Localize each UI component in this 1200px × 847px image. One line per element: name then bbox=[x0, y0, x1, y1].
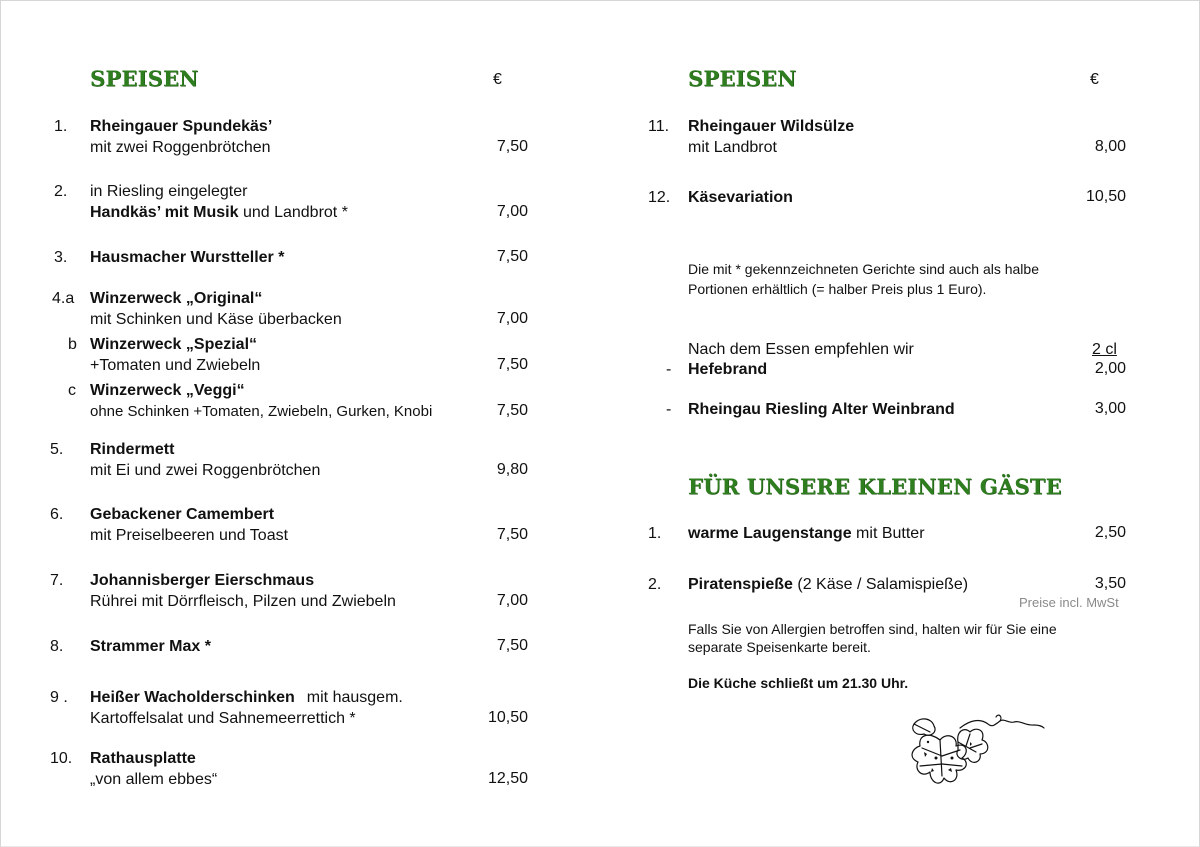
item-number: 1. bbox=[648, 525, 662, 542]
note-line: Portionen erhältlich (= halber Preis plus 1 Euro). bbox=[688, 281, 987, 297]
item-price: 10,50 bbox=[487, 709, 528, 726]
digestif-price: 3,00 bbox=[1094, 400, 1126, 417]
item-title-line bbox=[90, 203, 348, 223]
item-price: 7,50 bbox=[496, 248, 528, 265]
item-title: Rheingauer Spundekäs’ bbox=[90, 118, 273, 135]
item-title: Rathausplatte bbox=[90, 750, 196, 767]
item-price: 7,50 bbox=[496, 526, 528, 543]
dash: - bbox=[666, 401, 672, 418]
note-line: Die mit * gekennzeichneten Gerichte sind auch als halbe bbox=[688, 261, 1039, 277]
item-number: 11. bbox=[648, 118, 670, 135]
item-number: 3. bbox=[54, 249, 68, 266]
grapevine-leaf-icon bbox=[900, 712, 1050, 792]
item-price: 2,50 bbox=[1094, 524, 1126, 541]
right-heading: SPEISEN bbox=[688, 66, 797, 91]
item-number: 9 . bbox=[50, 689, 68, 706]
item-title: Strammer Max * bbox=[90, 638, 211, 655]
item-title: Hausmacher Wurstteller * bbox=[90, 249, 285, 266]
item-title: Winzerweck „Spezial“ bbox=[90, 336, 258, 353]
item-price: 7,50 bbox=[496, 356, 528, 373]
item-description-rest: (2 Käse / Salamispieße) bbox=[792, 576, 969, 593]
dash: - bbox=[666, 361, 672, 378]
item-number: c bbox=[68, 382, 76, 399]
item-price: 8,00 bbox=[1094, 138, 1126, 155]
item-number: 7. bbox=[50, 572, 64, 589]
item-title: Heißer Wacholderschinken bbox=[90, 689, 295, 706]
item-description: mit Preiselbeeren und Toast bbox=[90, 527, 289, 544]
item-price: 3,50 bbox=[1094, 575, 1126, 592]
item-number: 5. bbox=[50, 441, 64, 458]
item-title-line bbox=[688, 524, 925, 544]
item-description: mit Schinken und Käse überbacken bbox=[90, 311, 342, 328]
item-price: 7,00 bbox=[496, 592, 528, 609]
item-description: ohne Schinken +Tomaten, Zwiebeln, Gurken, Knobi bbox=[90, 403, 433, 420]
item-title: Winzerweck „Veggi“ bbox=[90, 382, 245, 399]
item-title: Johannisberger Eierschmaus bbox=[90, 572, 315, 589]
item-description: Kartoffelsalat und Sahnemeerrettich * bbox=[90, 710, 356, 727]
item-price: 7,50 bbox=[496, 138, 528, 155]
item-description: mit zwei Roggenbrötchen bbox=[90, 139, 271, 156]
left-heading: SPEISEN bbox=[90, 66, 199, 91]
note-line: Falls Sie von Allergien betroffen sind, halten wir für Sie eine bbox=[688, 621, 1057, 637]
item-description: „von allem ebbes“ bbox=[90, 771, 218, 788]
kids-heading: FÜR UNSERE KLEINEN GÄSTE bbox=[688, 474, 1062, 499]
item-number: 2. bbox=[54, 183, 68, 200]
item-number: 8. bbox=[50, 638, 64, 655]
item-description: mit Landbrot bbox=[688, 139, 777, 156]
right-currency: € bbox=[1090, 71, 1099, 88]
item-title: Handkäs’ mit Musik bbox=[90, 204, 239, 221]
item-number: 12. bbox=[648, 189, 671, 206]
item-number: b bbox=[68, 336, 77, 353]
item-description-rest: mit Butter bbox=[851, 525, 925, 542]
kitchen-closing-note: Die Küche schließt um 21.30 Uhr. bbox=[688, 675, 909, 691]
item-description-rest: und Landbrot * bbox=[238, 204, 348, 221]
digestif-name: Hefebrand bbox=[688, 361, 768, 378]
left-currency: € bbox=[493, 71, 502, 88]
item-title: warme Laugenstange bbox=[688, 525, 852, 542]
item-title: Winzerweck „Original“ bbox=[90, 290, 263, 307]
item-title-line bbox=[688, 575, 968, 595]
item-title: Käsevariation bbox=[688, 189, 793, 206]
digestif-name: Rheingau Riesling Alter Weinbrand bbox=[688, 401, 955, 418]
item-number: 4.a bbox=[52, 290, 75, 307]
item-description: Rührei mit Dörrfleisch, Pilzen und Zwiebeln bbox=[90, 593, 396, 610]
item-description-rest: mit hausgem. bbox=[306, 689, 403, 706]
item-number: 10. bbox=[50, 750, 73, 767]
item-price: 7,00 bbox=[496, 203, 528, 220]
item-title: Rheingauer Wildsülze bbox=[688, 118, 855, 135]
item-price: 9,80 bbox=[496, 461, 528, 478]
digestif-price: 2,00 bbox=[1094, 360, 1126, 377]
item-price: 7,50 bbox=[496, 402, 528, 419]
item-title: Piratenspieße bbox=[688, 576, 793, 593]
item-price: 10,50 bbox=[1085, 188, 1126, 205]
item-price: 7,00 bbox=[496, 310, 528, 327]
item-title-line bbox=[90, 688, 403, 708]
item-price: 12,50 bbox=[487, 770, 528, 787]
digestif-intro: Nach dem Essen empfehlen wir bbox=[688, 341, 914, 358]
item-number: 1. bbox=[54, 118, 68, 135]
digestif-unit: 2 cl bbox=[1092, 341, 1117, 358]
item-description: in Riesling eingelegter bbox=[90, 183, 248, 200]
price-tax-note: Preise incl. MwSt bbox=[1019, 595, 1119, 610]
item-description: mit Ei und zwei Roggenbrötchen bbox=[90, 462, 321, 479]
item-description: +Tomaten und Zwiebeln bbox=[90, 357, 261, 374]
item-title: Gebackener Camembert bbox=[90, 506, 275, 523]
item-number: 6. bbox=[50, 506, 64, 523]
item-title: Rindermett bbox=[90, 441, 175, 458]
item-price: 7,50 bbox=[496, 637, 528, 654]
note-line: separate Speisenkarte bereit. bbox=[688, 639, 871, 655]
item-number: 2. bbox=[648, 576, 662, 593]
